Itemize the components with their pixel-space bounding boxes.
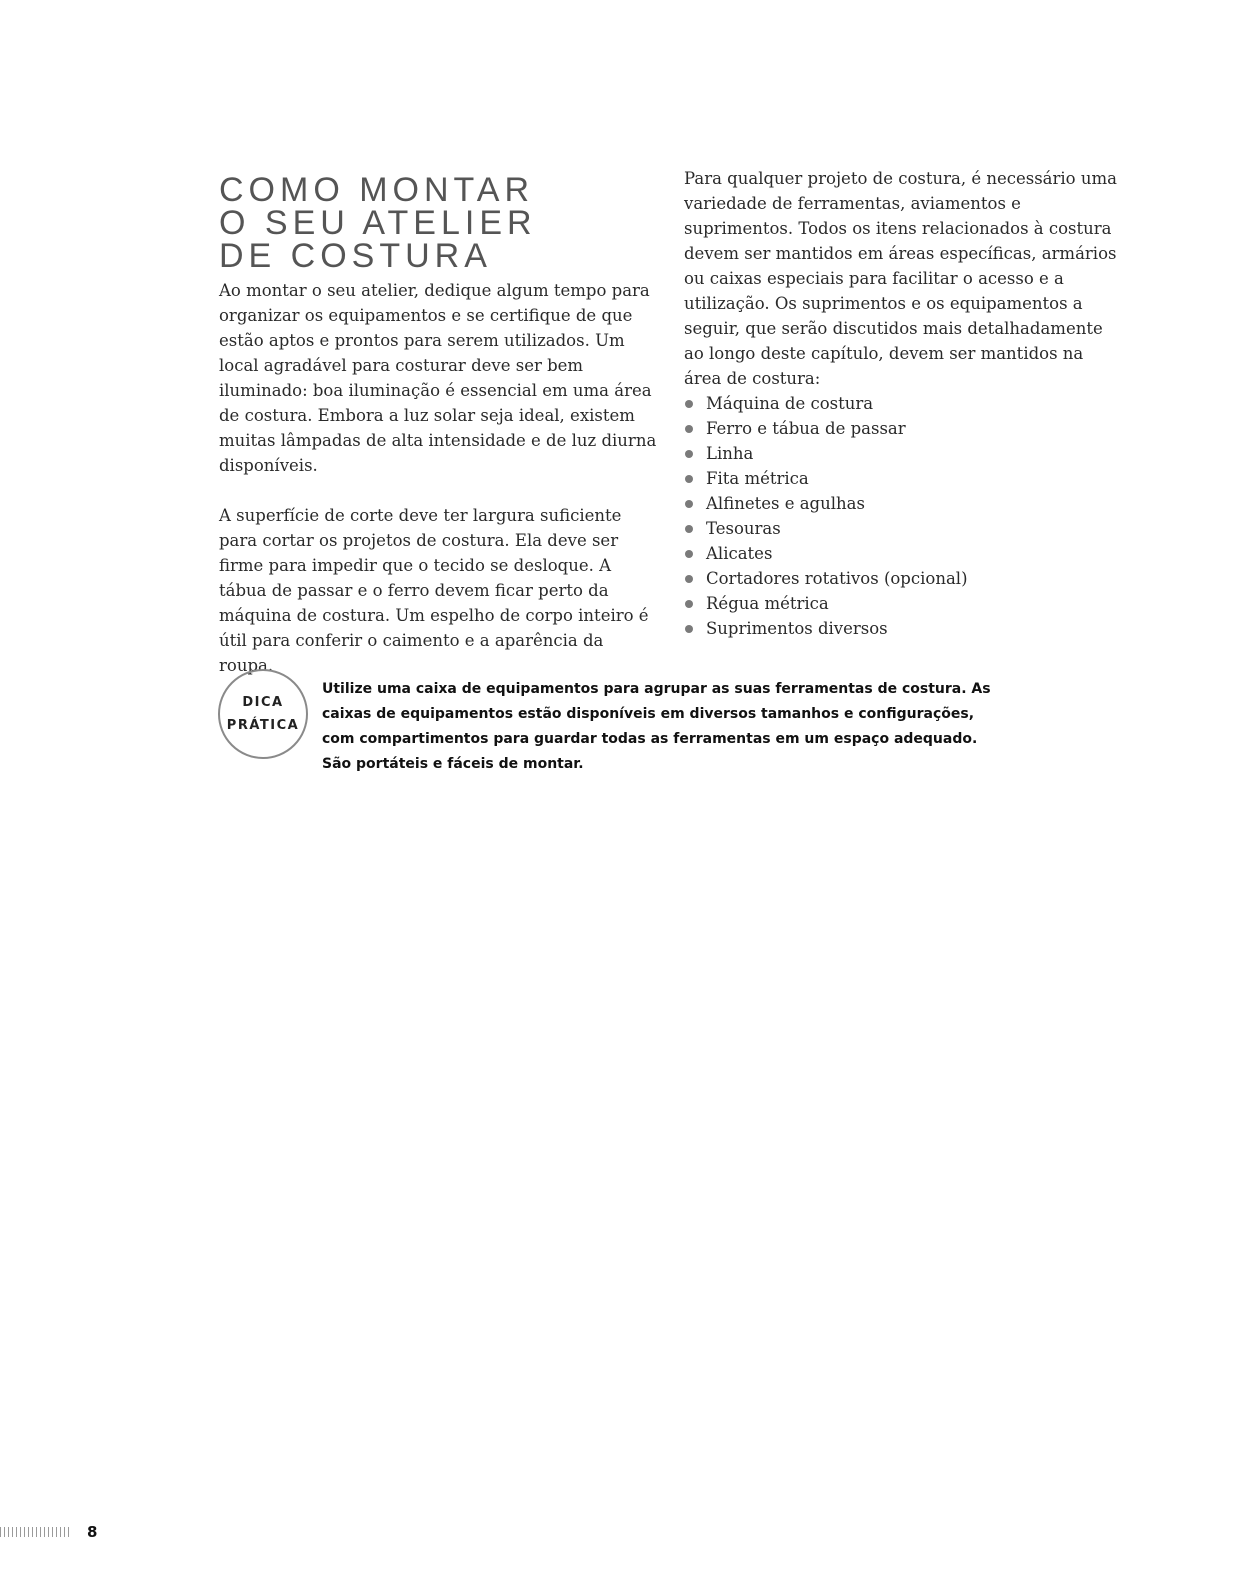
- supplies-intro: Para qualquer projeto de costura, é necessário uma variedade de ferramentas, aviamentos e suprimentos. Todos os itens relacionados à costura devem ser mantidos em áreas específicas, armários ou caixas especiais para facilitar o acesso e a utilização. Os suprimentos e os equipamentos a seguir, que serão discutidos mais detalhadamente ao longo deste capítulo, devem ser mantidos na área de costura:: [684, 169, 1117, 388]
- list-item-label: Tesouras: [706, 519, 781, 538]
- list-item-label: Máquina de costura: [706, 394, 874, 413]
- tick-marks-decoration: [0, 1527, 70, 1537]
- title-line-1: COMO MONTAR: [219, 171, 535, 209]
- list-item-label: Régua métrica: [706, 594, 829, 613]
- bullet-icon: [685, 400, 693, 408]
- list-item: [684, 566, 1124, 591]
- list-item-label: Cortadores rotativos (opcional): [706, 569, 968, 588]
- list-item: [684, 541, 1124, 566]
- bullet-icon: [685, 550, 693, 558]
- tip-badge: [218, 669, 308, 759]
- bullet-icon: [685, 475, 693, 483]
- list-item-label: Alfinetes e agulhas: [706, 494, 865, 513]
- paragraph-lighting: Ao montar o seu atelier, dedique algum tempo para organizar os equipamentos e se certifique de que estão aptos e prontos para serem utilizados. Um local agradável para costurar deve ser bem iluminado: boa iluminação é essencial em uma área de costura. Embora a luz solar seja ideal, existem muitas lâmpadas de alta intensidade e de luz diurna disponíveis.: [219, 281, 657, 475]
- paragraph-cutting-surface: A superfície de corte deve ter largura suficiente para cortar os projetos de costura. Ela deve ser firme para impedir que o tecido se desloque. A tábua de passar e o ferro devem ficar perto da máquina de costura. Um espelho de corpo inteiro é útil para conferir o caimento e a aparência da roupa.: [219, 506, 649, 675]
- page-footer: [0, 1521, 97, 1543]
- bullet-icon: [685, 500, 693, 508]
- bullet-icon: [685, 450, 693, 458]
- list-item-label: Fita métrica: [706, 469, 809, 488]
- list-item-label: Linha: [706, 444, 754, 463]
- tip-badge-line-1: DICA: [242, 695, 284, 710]
- bullet-icon: [685, 425, 693, 433]
- right-column: [684, 166, 1124, 641]
- bullet-icon: [685, 575, 693, 583]
- list-item: [684, 491, 1124, 516]
- list-item: [684, 391, 1124, 416]
- list-item: [684, 441, 1124, 466]
- page-title: [219, 171, 649, 275]
- tip-text: Utilize uma caixa de equipamentos para agrupar as suas ferramentas de costura. As caixas de equipamentos estão disponíveis em diversos tamanhos e configurações, com compartimentos para guardar todas as ferramentas em um espaço adequado. São portáteis e fáceis de montar.: [322, 681, 991, 772]
- list-item-label: Ferro e tábua de passar: [706, 419, 906, 438]
- list-item: [684, 516, 1124, 541]
- page-number: 8: [87, 1523, 98, 1541]
- list-item: [684, 416, 1124, 441]
- bullet-icon: [685, 600, 693, 608]
- title-line-2: O SEU ATELIER: [219, 204, 537, 242]
- bullet-icon: [685, 625, 693, 633]
- tip-badge-line-2: PRÁTICA: [226, 718, 300, 733]
- title-line-3: DE COSTURA: [219, 237, 492, 275]
- list-item: [684, 616, 1124, 641]
- list-item-label: Alicates: [706, 544, 773, 563]
- bullet-icon: [685, 525, 693, 533]
- left-column: [219, 278, 659, 678]
- list-item: [684, 466, 1124, 491]
- supply-list: [684, 391, 1124, 641]
- list-item-label: Suprimentos diversos: [706, 619, 888, 638]
- list-item: [684, 591, 1124, 616]
